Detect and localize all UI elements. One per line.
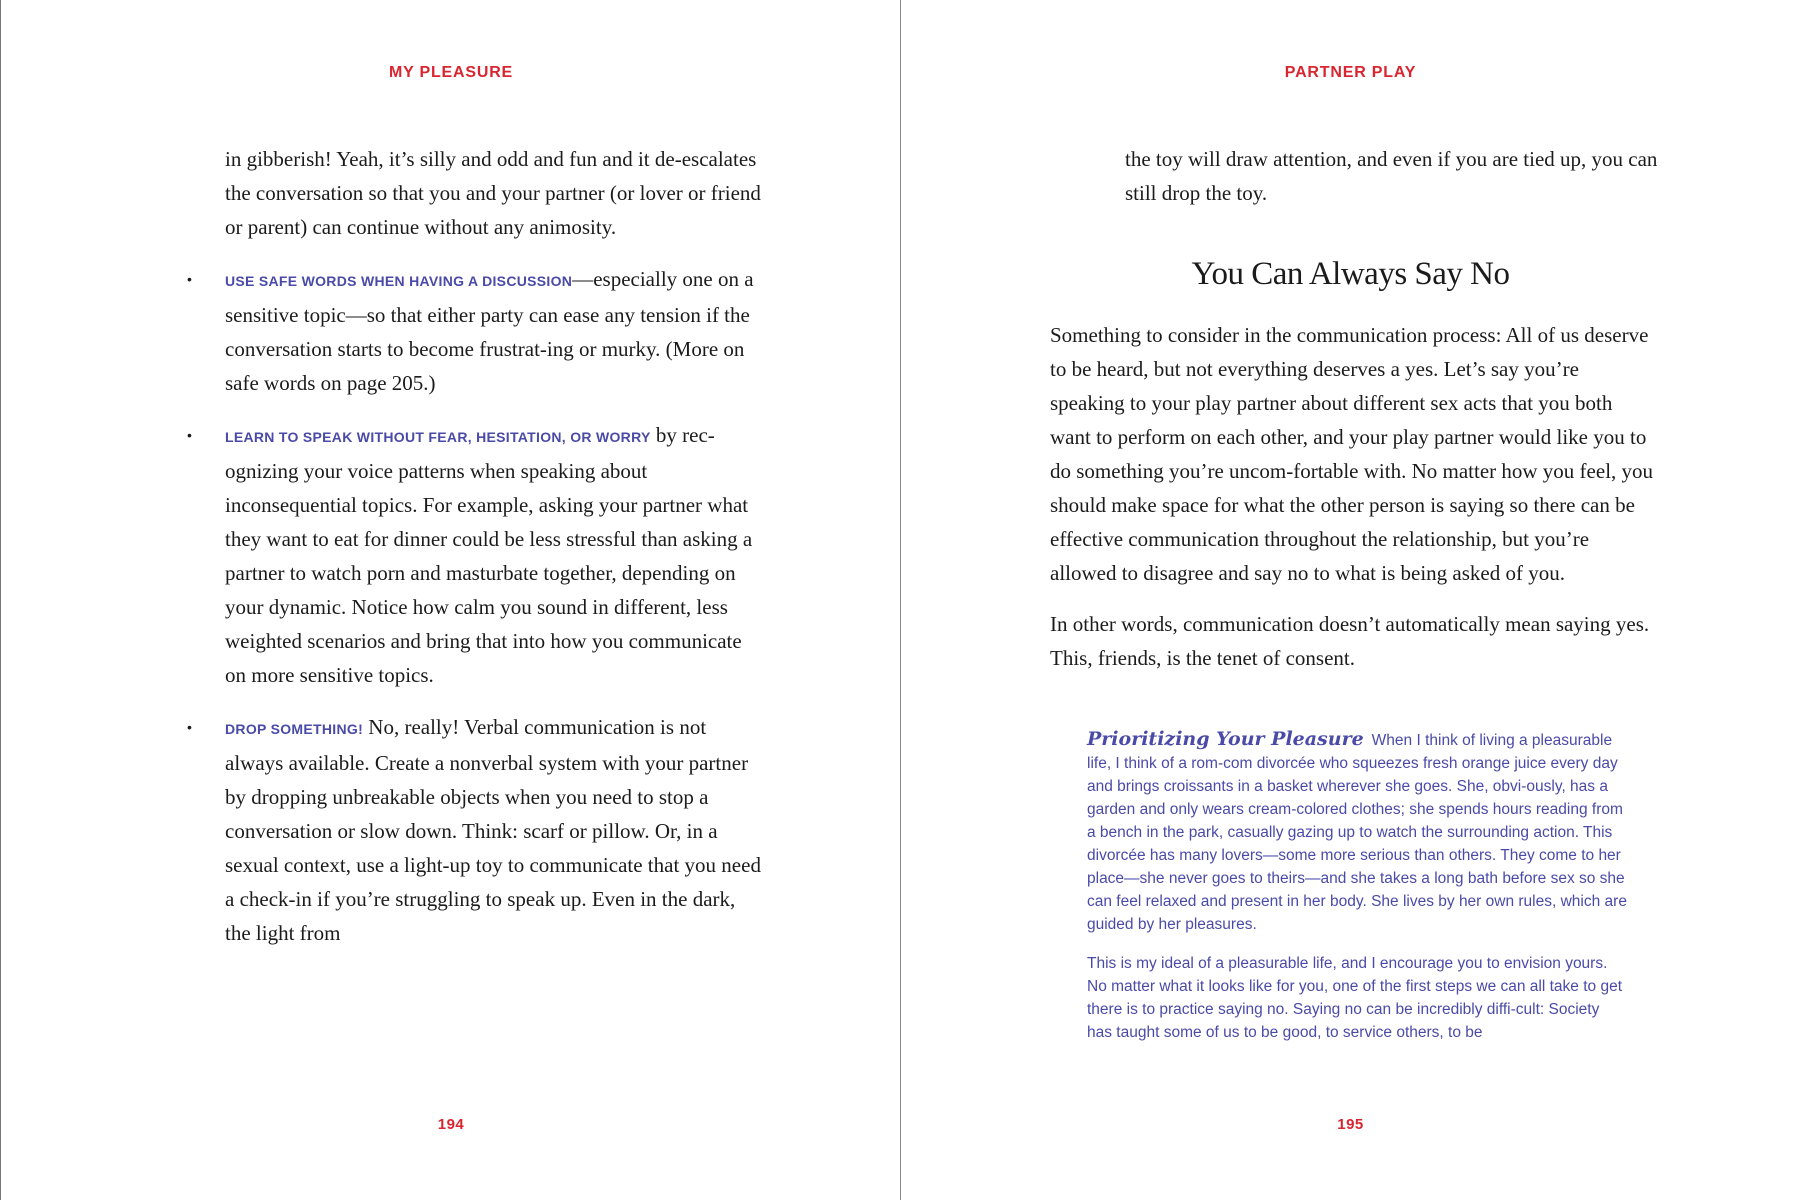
- bullet-dot-icon: •: [187, 427, 192, 443]
- section-heading: You Can Always Say No: [1191, 256, 1510, 292]
- right-text-column: [1050, 318, 1654, 692]
- bullet-item-drop-something: [187, 710, 761, 950]
- sidebar-text: When I think of living a pleasurable life, I think of a rom-com divorcée who squeezes fresh orange juice every day and brings croissants in a basket wherever she goes. She, obvi-ously, has a garden and only wears cream-colored clothes; she spends hours reading from a bench in the park, casually gazing up to watch the surrounding action. This divorcée has many lovers—some more serious than others. They come to her place—she never goes to theirs—and she takes a long bath before sex so she can feel relaxed and present in her body. She lives by her own rules, which are guided by her pleasures.: [1087, 732, 1627, 933]
- continuation-paragraph: the toy will draw attention, and even if you are tied up, you can still drop the toy.: [1125, 147, 1658, 205]
- bullet-lead-in: LEARN TO SPEAK WITHOUT FEAR, HESITATION, OR WORRY: [225, 429, 651, 445]
- bullet-text: No, really! Verbal communication is not always available. Create a nonverbal system with your partner by dropping unbreakable objects when you need to stop a conversation or slow down. Think: scarf or pillow. Or, in a sexual context, use a light-up toy to communicate that you need a check-in if you’re struggling to speak up. Even in the dark, the light from: [225, 715, 761, 945]
- bullet-lead-in: DROP SOMETHING!: [225, 721, 364, 737]
- sidebar-paragraph: [1087, 728, 1627, 936]
- pleasure-sidebar: [1087, 728, 1627, 1060]
- bullet-dot-icon: •: [187, 719, 192, 735]
- sidebar-paragraph: This is my ideal of a pleasurable life, and I encourage you to envision yours. No matter what it looks like for you, one of the first steps we can all take to get there is to practice saying no. Saying no can be incredibly diffi-cult: Society has taught some of us to be good, to service others, to be: [1087, 955, 1623, 1041]
- left-text-column: [187, 142, 761, 968]
- body-paragraph: Something to consider in the communication process: All of us deserve to be heard, but not everything deserves a yes. Let’s say you’re speaking to your play partner about different sex acts that you both want to perform on each other, and your play partner would like you to do something you’re uncom-fortable with. No matter how you feel, you should make space for what the other person is saying so there can be effective communication throughout the relationship, but you’re allowed to disagree and say no to what is being asked of you.: [1050, 323, 1654, 585]
- bullet-text: by rec-ognizing your voice patterns when speaking about inconsequential topics. For example, asking your partner what they want to eat for dinner could be less stressful than asking a partner to watch porn and masturbate together, depending on your dynamic. Notice how calm you sound in different, less weighted scenarios and bring that into how you communicate on more sensitive topics.: [225, 423, 753, 687]
- sidebar-title: Prioritizing Your Pleasure: [1087, 728, 1364, 750]
- running-head-right: PARTNER PLAY: [1284, 64, 1417, 81]
- bullet-item-speak-without-fear: [187, 418, 761, 692]
- page-number-left: 194: [437, 1116, 465, 1133]
- body-paragraph: In other words, communication doesn’t automatically mean saying yes. This, friends, is the tenet of consent.: [1050, 612, 1650, 670]
- running-head-left: MY PLEASURE: [388, 64, 514, 81]
- bullet-lead-in: USE SAFE WORDS WHEN HAVING A DISCUSSION: [225, 273, 573, 289]
- right-page: [901, 0, 1800, 1200]
- bullet-text: —especially one on a sensitive topic—so that either party can ease any tension if the conversation starts to become frustrat-ing or murky. (More on safe words on page 205.): [225, 267, 754, 395]
- bullet-dot-icon: •: [187, 271, 192, 287]
- intro-paragraph: in gibberish! Yeah, it’s silly and odd and fun and it de-escalates the conversation so that you and your partner (or lover or friend or parent) can continue without any animosity.: [225, 147, 761, 239]
- bullet-item-safe-words: [187, 262, 761, 400]
- page-number-right: 195: [1337, 1116, 1364, 1133]
